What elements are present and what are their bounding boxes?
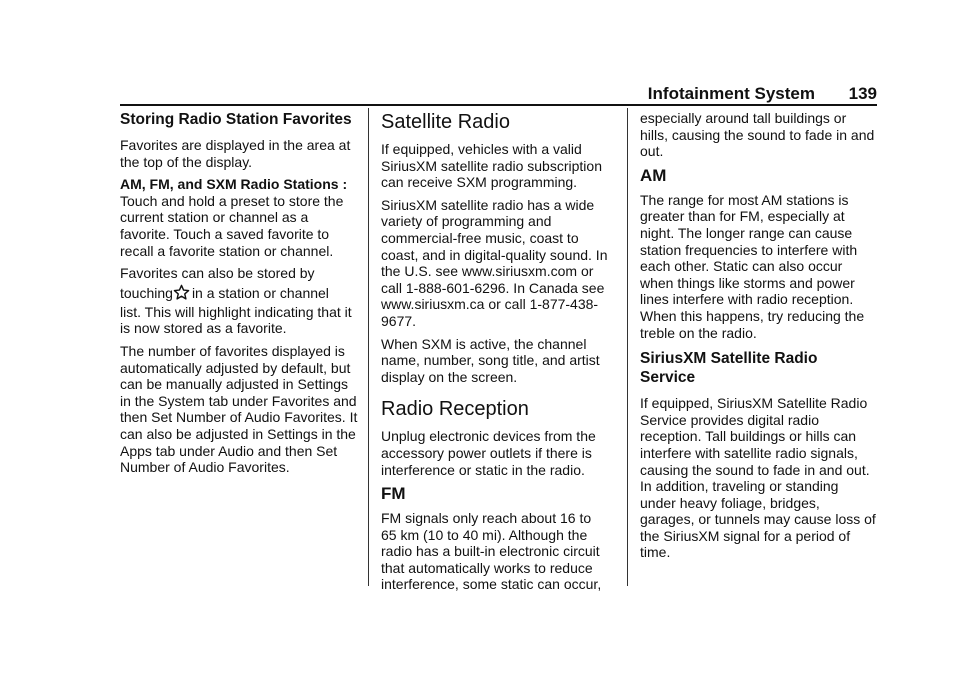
heading-satellite-radio: Satellite Radio — [381, 111, 510, 133]
text: Favorites can also be stored by — [120, 265, 315, 282]
paragraph: especially around tall buildings or hills, causing the sound to fade in and out. — [640, 110, 875, 160]
column-3 — [640, 110, 876, 567]
paragraph: SiriusXM satellite radio has a wide variety of programming and commercial-free music, coast to coast, and in digital-quality sound. In the U.S. see www.siriusxm.com or call 1-888-601-6296. In Canada see www.siriusxm.ca or call 1-877-438-9677. — [381, 196, 608, 329]
column-1 — [120, 110, 358, 482]
paragraph: Favorites are displayed in the area at the top of the display. — [120, 137, 351, 170]
column-2 — [381, 110, 609, 599]
paragraph — [120, 265, 358, 337]
text: touching — [120, 284, 173, 301]
paragraph: If equipped, SiriusXM Satellite Radio Service provides digital radio reception. Tall buildings or hills can interfere with satellite radio signals, causing the sound to fade in and out. In addition, traveling or standing under heavy foliage, bridges, garages, or tunnels may cause loss of the SiriusXM signal for a period of time. — [640, 395, 876, 561]
heading-siriusxm-service: SiriusXM Satellite Radio Service — [640, 350, 818, 387]
page-header — [120, 84, 877, 104]
paragraph: Unplug electronic devices from the accessory power outlets if there is interference or static in the radio. — [381, 428, 596, 478]
header-rule — [120, 104, 877, 106]
paragraph: The range for most AM stations is greater than for FM, especially at night. The longer range can cause station frequencies to interfere with each other. Static can also occur when things like storms and power lines interfere with radio reception. When this happens, try reducing the treble on the radio. — [640, 191, 865, 341]
text: list. This will highlight indicating that it is now stored as a favorite. — [120, 303, 352, 337]
paragraph: The number of favorites displayed is automatically adjusted by default, but can be manually adjusted in Settings in the System tab under Favorites and then Set Number of Audio Favorites. It can also be adjusted in Settings in the Apps tab under Audio and then Set Number of Audio Favorites. — [120, 342, 358, 476]
page-number: 139 — [848, 84, 877, 103]
heading-storing-favorites: Storing Radio Station Favorites — [120, 111, 352, 128]
term-text: Touch and hold a preset to store the current station or channel as a favorite. Touch a saved favorite to recall a favorite station or channel. — [120, 192, 344, 259]
heading-am: AM — [640, 165, 667, 185]
column-divider-2 — [627, 108, 628, 586]
section-title: Infotainment System — [647, 84, 815, 103]
paragraph — [120, 176, 358, 259]
text: in a station or channel — [191, 284, 329, 301]
paragraph: When SXM is active, the channel name, number, song title, and artist display on the screen. — [381, 335, 600, 385]
term-label: AM, FM, and SXM Radio Stations : — [120, 176, 348, 193]
paragraph: FM signals only reach about 16 to 65 km (10 to 40 mi). Although the radio has a built-in electronic circuit that automatically works to reduce interference, some static can occur, — [381, 510, 602, 593]
paragraph: If equipped, vehicles with a valid SiriusXM satellite radio subscription can receive SXM programming. — [381, 141, 602, 191]
heading-fm: FM — [381, 484, 406, 504]
heading-radio-reception: Radio Reception — [381, 398, 529, 421]
star-outline-icon — [173, 284, 190, 301]
column-divider-1 — [368, 108, 369, 586]
